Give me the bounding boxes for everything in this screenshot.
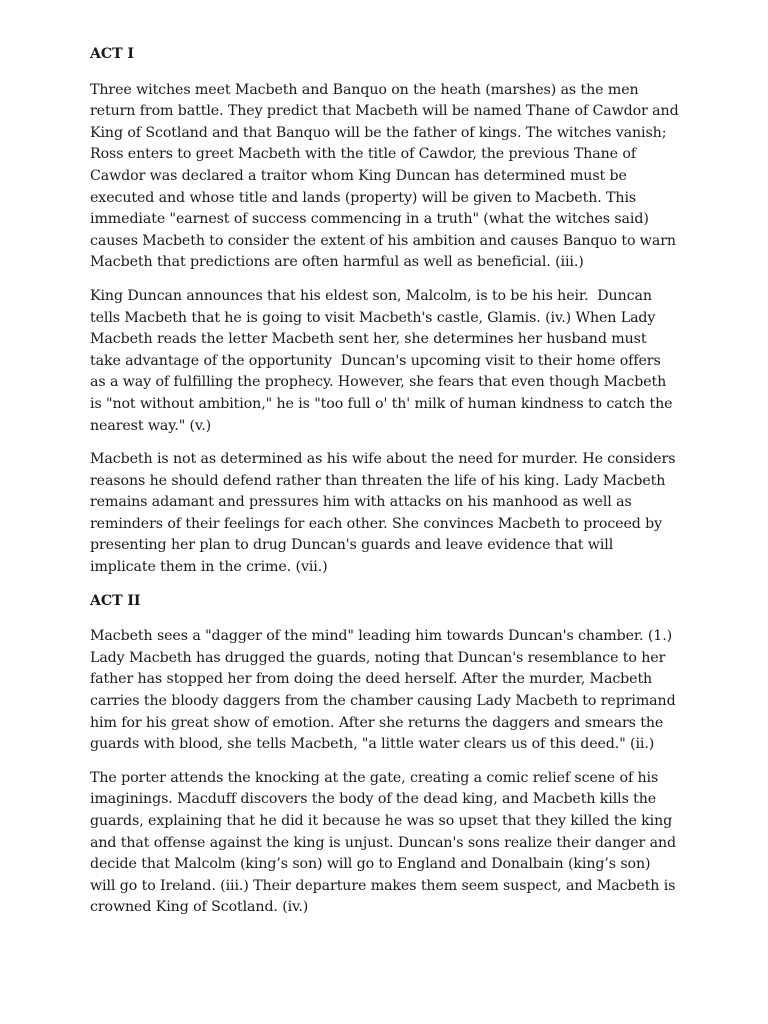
document-page bbox=[90, 44, 683, 931]
act-1-paragraph-1: Three witches meet Macbeth and Banquo on the heath (marshes) as the men return from battle. They predict that Macbeth will be named Thane of Cawdor and King of Scotland and that Banquo will be the father of kings. The witches vanish; Ross enters to greet Macbeth with the title of Cawdor, the previous Thane of Cawdor was declared a traitor whom King Duncan has determined must be executed and whose title and lands (property) will be given to Macbeth. This immediate "earnest of success commencing in a truth" (what the witches said) causes Macbeth to consider the extent of his ambition and causes Banquo to warn Macbeth that predictions are often harmful as well as beneficial. (iii.) bbox=[90, 81, 683, 271]
act-2-heading: ACT II bbox=[90, 592, 141, 609]
act-2-paragraph-1: Macbeth sees a "dagger of the mind" leading him towards Duncan's chamber. (1.) Lady Macbeth has drugged the guards, noting that Duncan's resemblance to her father has stopped her from doing the deed herself. After the murder, Macbeth carries the bloody daggers from the chamber causing Lady Macbeth to reprimand him for his great show of emotion. After she returns the daggers and smears the guards with blood, she tells Macbeth, "a little water clears us of this deed." (ii.) bbox=[90, 628, 680, 753]
act-1-paragraph-2: King Duncan announces that his eldest son, Malcolm, is to be his heir. Duncan tells Macbeth that he is going to visit Macbeth's castle, Glamis. (iv.) When Lady Macbeth reads the letter Macbeth sent her, she determines her husband must take advantage of the opportunity Duncan's upcoming visit to their home offers as a way of fulfilling the prophecy. However, she fears that even though Macbeth is "not without ambition," he is "too full o' th' milk of human kindness to catch the nearest way." (v.) bbox=[90, 287, 677, 434]
act-1-heading: ACT I bbox=[90, 46, 134, 62]
act-2-paragraph-2: The porter attends the knocking at the gate, creating a comic relief scene of his imaginings. Macduff discovers the body of the dead king, and Macbeth kills the guards, explaining that he did it because he was so upset that they killed the king and that offense against the king is unjust. Duncan's sons realize their danger and decide that Malcolm (king’s son) will go to England and Donalbain (king’s son) will go to Ireland. (iii.) Their departure makes them seem suspect, and Macbeth is crowned King of Scotland. (iv.) bbox=[90, 769, 681, 916]
act-1-paragraph-3: Macbeth is not as determined as his wife about the need for murder. He considers reasons he should defend rather than threaten the life of his king. Lady Macbeth remains adamant and pressures him with attacks on his manhood as well as reminders of their feelings for each other. She convinces Macbeth to proceed by presenting her plan to drug Duncan's guards and leave evidence that will implicate them in the crime. (vii.) bbox=[90, 451, 680, 576]
